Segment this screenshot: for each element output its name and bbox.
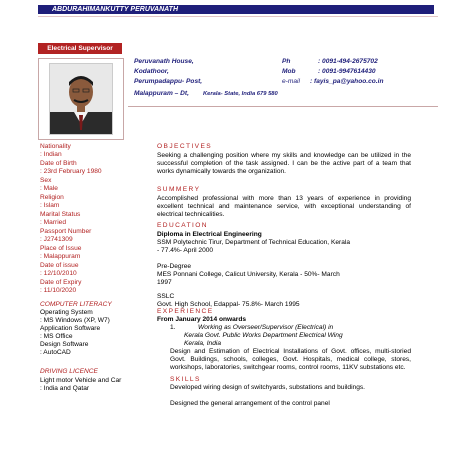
experience-position: Working as Overseer/Supervisor (Electrical) in [198,324,334,331]
date-of-issue-value: : 12/10/2010 [40,270,77,277]
predegree-institution: MES Ponnani College, Calicut University, Kerala - 50%- March [157,271,340,278]
design-software-value: : AutoCAD [40,349,71,356]
header-divider [38,16,438,17]
diploma-institution: SSM Polytechnic Tirur, Department of Technical Education, Kerala [157,239,351,246]
passport-number-value: : J2741309 [40,236,73,243]
app-software-value: : MS Office [40,333,73,340]
objectives-text: Seeking a challenging position where my skills and knowledge can be utilized in the successful completion of the task assigned. I can be the active part of a team that works dynamically towards the organization. [157,152,411,175]
education-heading: EDUCATION [157,222,208,229]
os-label: Operating System [40,309,93,316]
role-badge: Electrical Supervisor [38,43,122,54]
driving-licence-heading: DRIVING LICENCE [40,368,98,375]
nationality-value: : Indian [40,151,62,158]
place-of-issue-label: Place of Issue [40,245,82,252]
photo-frame [38,58,124,140]
date-of-issue-label: Date of issue [40,262,79,269]
address-line-4: Malappuram – Dt, [134,90,189,97]
app-software-label: Application Software [40,325,101,332]
religion-value: : Islam [40,202,60,209]
sex-label: Sex [40,177,52,184]
skills-heading: SKILLS [170,376,201,383]
os-value: : MS Windows (XP, W7) [40,317,110,324]
place-of-issue-value: : Malappuram [40,253,81,260]
dob-label: Date of Birth [40,160,77,167]
objectives-heading: OBJECTIVES [157,143,213,150]
marital-status-label: Marital Status [40,211,81,218]
experience-location: Kerala, India [184,340,222,347]
date-of-expiry-label: Date of Expiry [40,279,82,286]
mobile-label: Mob [282,68,296,75]
skills-item-1: Developed wiring design of switchyards, substations and buildings. [170,384,365,391]
diploma-result: - 77.4%- April 2000 [157,247,214,254]
sex-value: : Male [40,185,58,192]
date-of-expiry-value: : 11/10/2020 [40,287,77,294]
contact-divider [128,106,438,107]
marital-status-value: : Married [40,219,67,226]
address-line-3: Perumpadappu- Post, [134,78,203,85]
driving-licence-countries: : India and Qatar [40,385,90,392]
address-line-4b: Kerala- State, India 679 580 [203,91,278,97]
predegree-title: Pre-Degree [157,263,192,270]
email-label: e-mail [282,78,300,85]
driving-licence-type: Light motor Vehicle and Car [40,377,122,384]
experience-description: Design and Estimation of Electrical Installations of Govt. offices, multi-storied Govt. Buildings, schools, colleges, Govt. Hospitals, medical college, stores, workshops, laboratories, switchgear rooms, control rooms, 11KV substations etc. [170,348,411,371]
sslc-details: Govt. High School, Edappal- 75.8%- March 1995 [157,301,300,308]
experience-heading: EXPERIENCE [157,308,214,315]
phone-value: : 0091-494-2675702 [318,58,378,65]
passport-number-label: Passport Number [40,228,92,235]
experience-item-number: 1. [170,324,176,331]
design-software-label: Design Software [40,341,89,348]
profile-photo [49,63,113,135]
diploma-title: Diploma in Electrical Engineering [157,231,262,238]
summery-heading: SUMMERY [157,186,201,193]
dob-value: : 23rd February 1980 [40,168,102,175]
computer-literacy-heading: COMPUTER LITERACY [40,301,112,308]
email-value[interactable]: : fayis_pa@yahoo.co.in [310,78,384,85]
address-line-1: Peruvanath House, [134,58,194,65]
religion-label: Religion [40,194,64,201]
skills-item-2: Designed the general arrangement of the control panel [170,400,330,407]
name-banner: ABDURAHIMANKUTTY PERUVANATH [38,5,434,14]
address-line-2: Kodathoor, [134,68,169,75]
predegree-year: 1997 [157,279,172,286]
mobile-value: : 0091-9947614430 [318,68,376,75]
phone-label: Ph [282,58,291,65]
experience-from: From January 2014 onwards [157,316,247,323]
sslc-title: SSLC [157,293,175,300]
experience-employer: Kerala Govt. Public Works Department Electrical Wing [184,332,343,339]
nationality-label: Nationality [40,143,71,150]
summery-text: Accomplished professional with more than 13 years of experience in providing excellent technical and maintenance service, with exceptional understanding of electrical technicalities. [157,195,411,218]
